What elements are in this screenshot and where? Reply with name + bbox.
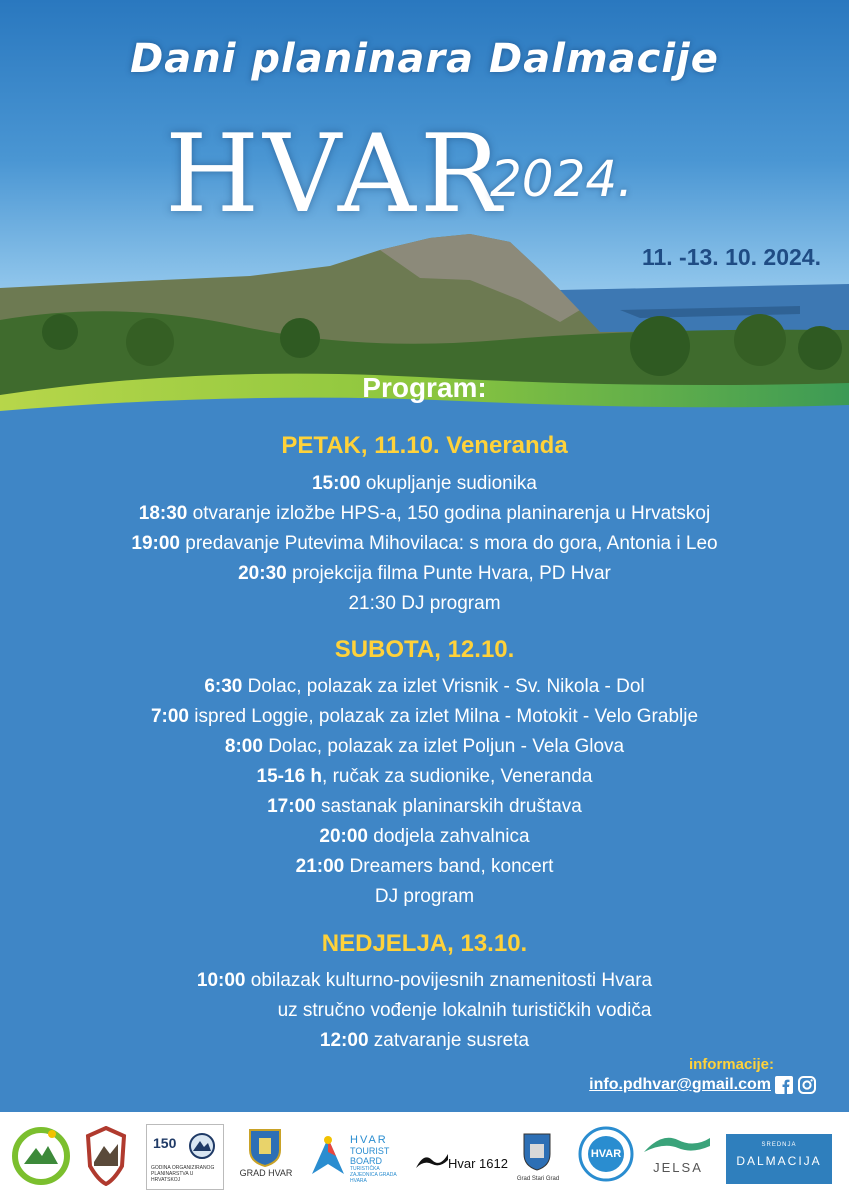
program-line	[40, 1000, 849, 1022]
stari-grad-label: Grad Stari Grad	[516, 1176, 560, 1182]
tourist-board-label-2: TOURIST	[350, 1146, 390, 1156]
jelsa-label: JELSA	[653, 1160, 703, 1175]
program-line	[0, 533, 849, 555]
day-title-sunday: NEDJELJA, 13.10.	[321, 930, 528, 957]
info-label: informacije:	[688, 1056, 774, 1073]
program-line	[0, 473, 849, 495]
event-year: 2024.	[490, 150, 634, 208]
planinarsko-drustvo-logo	[12, 1124, 70, 1190]
program-text: predavanje Putevima Mihovilaca: s mora do gora, Antonia i Leo	[180, 533, 718, 554]
program-line	[0, 563, 849, 585]
program-text: Dolac, polazak za izlet Poljun - Vela Glova	[262, 736, 625, 757]
program-text: Dreamers band, koncert	[344, 856, 554, 877]
program-time: 12:00	[319, 1030, 369, 1051]
hvar-logo-text: HVAR	[165, 112, 506, 237]
program-time: 18:30	[138, 503, 188, 524]
program-line	[0, 706, 849, 728]
program-line	[0, 503, 849, 525]
program-time: 15:00	[311, 473, 361, 494]
program-time: 21:00	[295, 856, 345, 877]
dalmacija-label: DALMACIJA	[736, 1154, 822, 1168]
dalmacija-label-small: SREDNJA	[761, 1142, 797, 1148]
tourist-board-label-4: TURISTIČKA ZAJEDNICA GRADA HVARA	[350, 1166, 397, 1184]
jelsa-wave-logo	[642, 1132, 712, 1156]
program-text: projekcija filma Punte Hvara, PD Hvar	[286, 563, 611, 584]
tourist-board-label-3: BOARD	[350, 1156, 383, 1166]
event-title: Dani planinara Dalmacije	[130, 36, 719, 82]
srednja-dalmacija-logo	[726, 1134, 832, 1184]
program-line	[0, 736, 849, 758]
event-dates: 11. -13. 10. 2024.	[641, 244, 821, 270]
program-line	[0, 970, 849, 992]
program-time: 15-16 h	[256, 766, 323, 787]
program-time: 8:00	[224, 736, 263, 757]
program-line	[0, 1030, 849, 1052]
day-title-friday: PETAK, 11.10. Veneranda	[281, 432, 568, 459]
tourist-board-figure-icon	[308, 1134, 348, 1180]
program-line	[0, 856, 849, 878]
program-time: 20:00	[319, 826, 368, 847]
program-text: dodjela zahvalnica	[367, 826, 530, 847]
program-text: DJ program	[374, 886, 475, 907]
program-line	[0, 593, 849, 615]
program-label: Program:	[362, 372, 487, 403]
program-time: 19:00	[131, 533, 180, 554]
program-time: 6:30	[204, 676, 243, 697]
program-text: otvaranje izložbe HPS-a, 150 godina planinarenja u Hrvatskoj	[187, 503, 711, 524]
program-line	[0, 886, 849, 908]
hps-150-logo	[146, 1124, 224, 1190]
program-time: 7:00	[150, 706, 189, 727]
hvar1612-wave-icon	[414, 1150, 450, 1170]
program-text: , ručak za sudionike, Veneranda	[322, 766, 593, 787]
program-text: sastanak planinarskih društava	[315, 796, 582, 817]
tourist-board-label-1: HVAR	[350, 1134, 388, 1146]
program-line	[0, 826, 849, 848]
program-text: 21:30 DJ program	[348, 593, 501, 614]
program-time: 20:30	[238, 563, 287, 584]
program-text: Dolac, polazak za izlet Vrisnik - Sv. Nikola - Dol	[242, 676, 645, 697]
program-text: ispred Loggie, polazak za izlet Milna - Motokit - Velo Grablje	[189, 706, 699, 727]
grad-hvar-label: GRAD HVAR	[239, 1168, 293, 1178]
facebook-icon[interactable]	[775, 1076, 793, 1094]
sports-association-label: HVAR	[590, 1148, 622, 1160]
hps-emblem-icon	[187, 1131, 217, 1161]
program-text: zatvaranje susreta	[368, 1030, 530, 1051]
contact-email-link[interactable]: info.pdhvar@gmail.com	[589, 1076, 771, 1093]
program-text: obilazak kulturno-povijesnih znamenitosti Hvara	[245, 970, 653, 991]
program-time: 17:00	[267, 796, 316, 817]
instagram-icon[interactable]	[798, 1076, 816, 1094]
day-title-saturday: SUBOTA, 12.10.	[334, 636, 515, 663]
program-line	[0, 676, 849, 698]
stari-grad-coat-of-arms	[522, 1132, 552, 1172]
hps-150-number: 150	[153, 1135, 177, 1151]
program-text: uz stručno vođenje lokalnih turističkih vodiča	[277, 1000, 652, 1021]
hps-150-caption: GODINA ORGANIZIRANOG PLANINARSTVA U HRVATSKOJ	[151, 1165, 215, 1183]
program-line	[0, 796, 849, 818]
hvar1612-label: Hvar 1612	[448, 1156, 508, 1171]
program-time: 10:00	[196, 970, 246, 991]
program-line	[0, 766, 849, 788]
mountain-club-shield-logo	[84, 1126, 128, 1186]
program-text: okupljanje sudionika	[360, 473, 537, 494]
grad-hvar-coat-of-arms	[248, 1128, 282, 1168]
